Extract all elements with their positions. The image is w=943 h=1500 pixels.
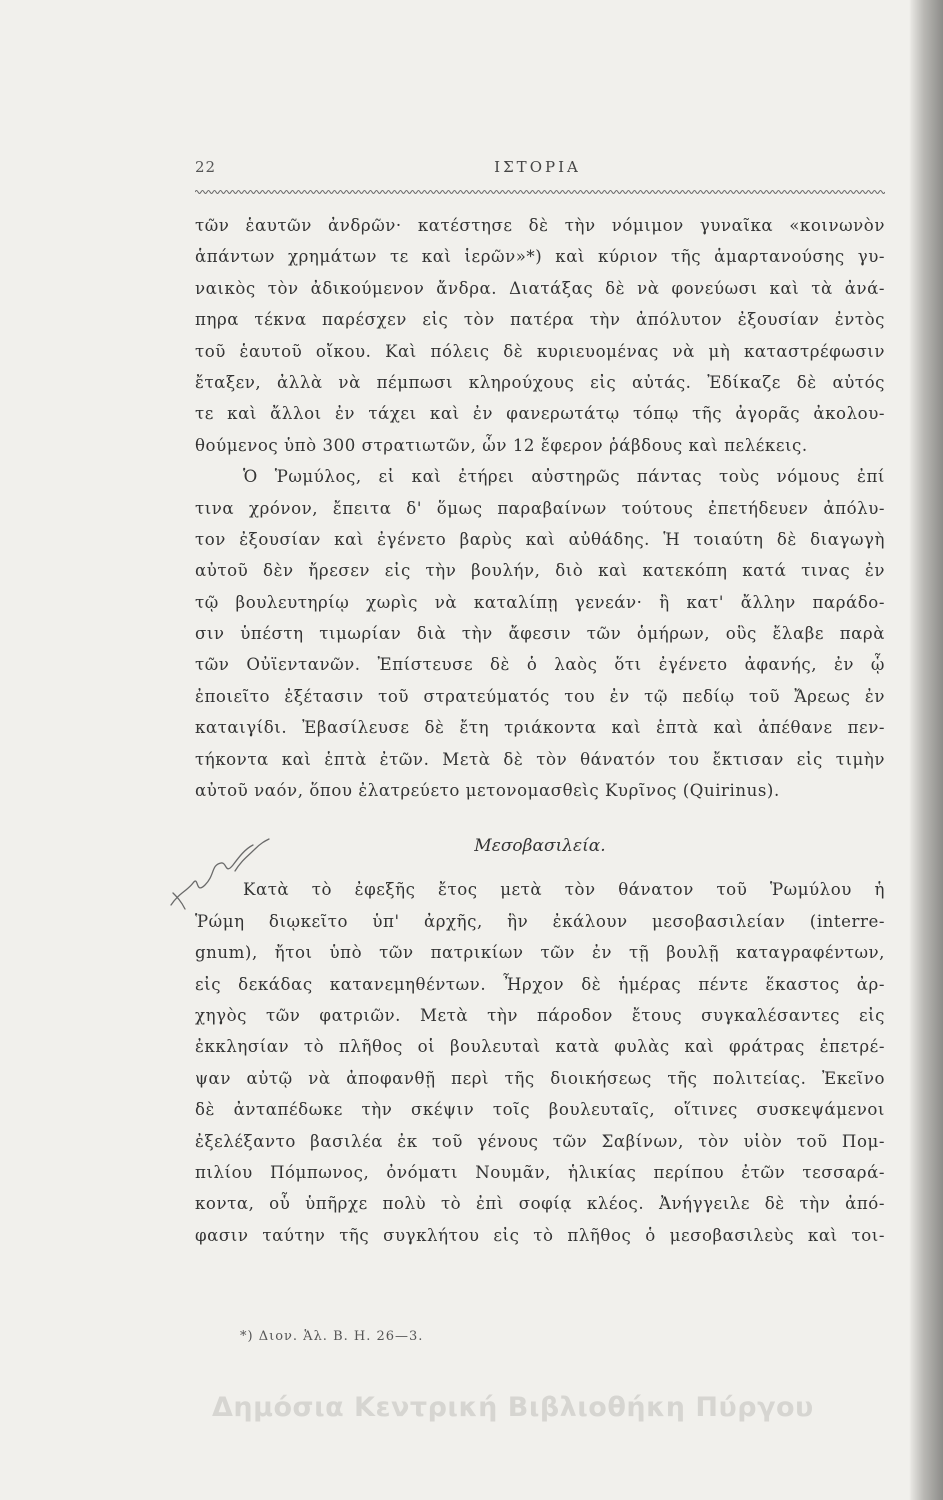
text-line: ἐξελέξαντο βασιλέα ἐκ τοῦ γένους τῶν Σαβίνων, τὸν υἱὸν τοῦ Πομ- — [195, 1131, 885, 1151]
text-line: Κατὰ τὸ ἐφεξῆς ἔτος μετὰ τὸν θάνατον τοῦ Ῥωμύλου ἡ — [243, 880, 885, 900]
text-line: gnum), ἤτοι ὑπὸ τῶν πατρικίων τῶν ἐν τῇ βουλῇ καταγραφέντων, — [195, 943, 885, 963]
library-watermark: Δημόσια Κεντρική Βιβλιοθήκη Πύργου — [212, 1392, 814, 1423]
text-line: τινα χρόνον, ἔπειτα δ' ὅμως παραβαίνων τούτους ἐπετήδευεν ἀπόλυ- — [195, 498, 885, 518]
text-line: αὐτοῦ ναόν, ὅπου ἐλατρεύετο μετονομασθεὶς Κυρῖνος (Quirinus). — [195, 781, 780, 801]
text-line: αὐτοῦ δὲν ἤρεσεν εἰς τὴν βουλήν, διὸ καὶ κατεκόπη κατά τινας ἐν — [195, 561, 885, 581]
text-line: ἐκκλησίαν τὸ πλῆθος οἱ βουλευταὶ κατὰ φυλὰς καὶ φράτρας ἐπετρέ- — [195, 1037, 885, 1057]
text-line: τον ἐξουσίαν καὶ ἐγένετο βαρὺς καὶ αὐθάδης. Ἡ τοιαύτη δὲ διαγωγὴ — [195, 529, 885, 549]
page-header — [195, 152, 880, 188]
text-line: τε καὶ ἄλλοι ἐν τάχει καὶ ἐν φανερωτάτῳ τόπῳ τῆς ἀγορᾶς ἀκολου- — [195, 404, 885, 424]
text-line: θούμενος ὑπὸ 300 στρατιωτῶν, ὧν 12 ἔφερον ῥάβδους καὶ πελέκεις. — [195, 435, 808, 455]
text-line: φασιν ταύτην τῆς συγκλήτου εἰς τὸ πλῆθος ὁ μεσοβασιλεὺς καὶ τοι- — [195, 1225, 885, 1245]
body-text — [195, 210, 885, 1251]
text-line: ἁπάντων χρημάτων τε καὶ ἱερῶν»*) καὶ κύριον τῆς ἁμαρτανούσης γυ- — [195, 247, 885, 267]
text-line: τῶν Οὐϊεντανῶν. Ἐπίστευσε δὲ ὁ λαὸς ὅτι ἐγένετο ἀφανής, ἐν ᾧ — [195, 655, 885, 675]
page-number: 22 — [195, 158, 217, 176]
header-wavy-rule — [195, 188, 885, 196]
text-line: ἐποιεῖτο ἐξέτασιν τοῦ στρατεύματός του ἐν τῷ πεδίῳ τοῦ Ἄρεως ἐν — [195, 686, 885, 706]
text-line: τοῦ ἑαυτοῦ οἴκου. Καὶ πόλεις δὲ κυριευομένας νὰ μὴ καταστρέφωσιν — [195, 341, 885, 361]
text-line: τήκοντα καὶ ἑπτὰ ἐτῶν. Μετὰ δὲ τὸν θάνατόν του ἔκτισαν εἰς τιμὴν — [195, 749, 885, 769]
paragraph-3 — [195, 874, 885, 1251]
paragraph-1 — [195, 210, 885, 461]
text-line: εἰς δεκάδας κατανεμηθέντων. Ἦρχον δὲ ἡμέρας πέντε ἕκαστος ἀρ- — [195, 974, 885, 994]
text-line: τῷ βουλευτηρίῳ χωρὶς νὰ καταλίπῃ γενεάν· ἢ κατ' ἄλλην παράδο- — [195, 592, 885, 612]
text-line: χηγὸς τῶν φατριῶν. Μετὰ τὴν πάροδον ἔτους συγκαλέσαντες εἰς — [195, 1005, 885, 1025]
text-line: Ὁ Ῥωμύλος, εἰ καὶ ἐτήρει αὐστηρῶς πάντας τοὺς νόμους ἐπί — [243, 467, 885, 487]
handwritten-scribble — [165, 835, 275, 915]
text-line: Ῥώμη διῳκεῖτο ὑπ' ἀρχῆς, ἣν ἐκάλουν μεσοβασιλείαν (interre- — [195, 911, 885, 931]
text-line: πιλίου Πόμπωνος, ὀνόματι Νουμᾶν, ἡλικίας περίπου ἐτῶν τεσσαρά- — [195, 1162, 885, 1182]
text-line: τῶν ἑαυτῶν ἀνδρῶν· κατέστησε δὲ τὴν νόμιμον γυναῖκα «κοινωνὸν — [195, 216, 885, 235]
text-line: ψαν αὐτῷ νὰ ἀποφανθῇ περὶ τῆς διοικήσεως τῆς πολιτείας. Ἐκεῖνο — [195, 1068, 885, 1088]
page-edge — [911, 0, 943, 1500]
footnote: *) Διον. Ἁλ. Β. Η. 26—3. — [240, 1329, 424, 1344]
text-line: ἔταξεν, ἀλλὰ νὰ πέμπωσι κληρούχους εἰς αὐτάς. Ἐδίκαζε δὲ αὐτός — [195, 372, 885, 392]
text-line: δὲ ἀνταπέδωκε τὴν σκέψιν τοῖς βουλευταῖς, οἵτινες συσκεψάμενοι — [195, 1100, 885, 1120]
text-line: κοντα, οὗ ὑπῆρχε πολὺ τὸ ἐπὶ σοφίᾳ κλέος. Ἀνήγγειλε δὲ τὴν ἀπό- — [195, 1194, 885, 1214]
text-line: σιν ὑπέστη τιμωρίαν διὰ τὴν ἄφεσιν τῶν ὁμήρων, οὓς ἔλαβε παρὰ — [195, 624, 885, 644]
running-title: ΙΣΤΟΡΙΑ — [494, 158, 581, 176]
text-line: πηρα τέκνα παρέσχεν εἰς τὸν πατέρα τὴν ἀπόλυτον ἐξουσίαν ἐντὸς — [195, 310, 885, 330]
section-title: Μεσοβασιλεία. — [474, 836, 606, 857]
text-line: ναικὸς τὸν ἀδικούμενον ἄνδρα. Διατάξας δὲ νὰ φονεύωσι καὶ τὰ ἀνά- — [195, 278, 885, 298]
paragraph-2 — [195, 461, 885, 806]
text-line: καταιγίδι. Ἐβασίλευσε δὲ ἔτη τριάκοντα καὶ ἑπτὰ καὶ ἀπέθανε πεν- — [195, 718, 885, 738]
